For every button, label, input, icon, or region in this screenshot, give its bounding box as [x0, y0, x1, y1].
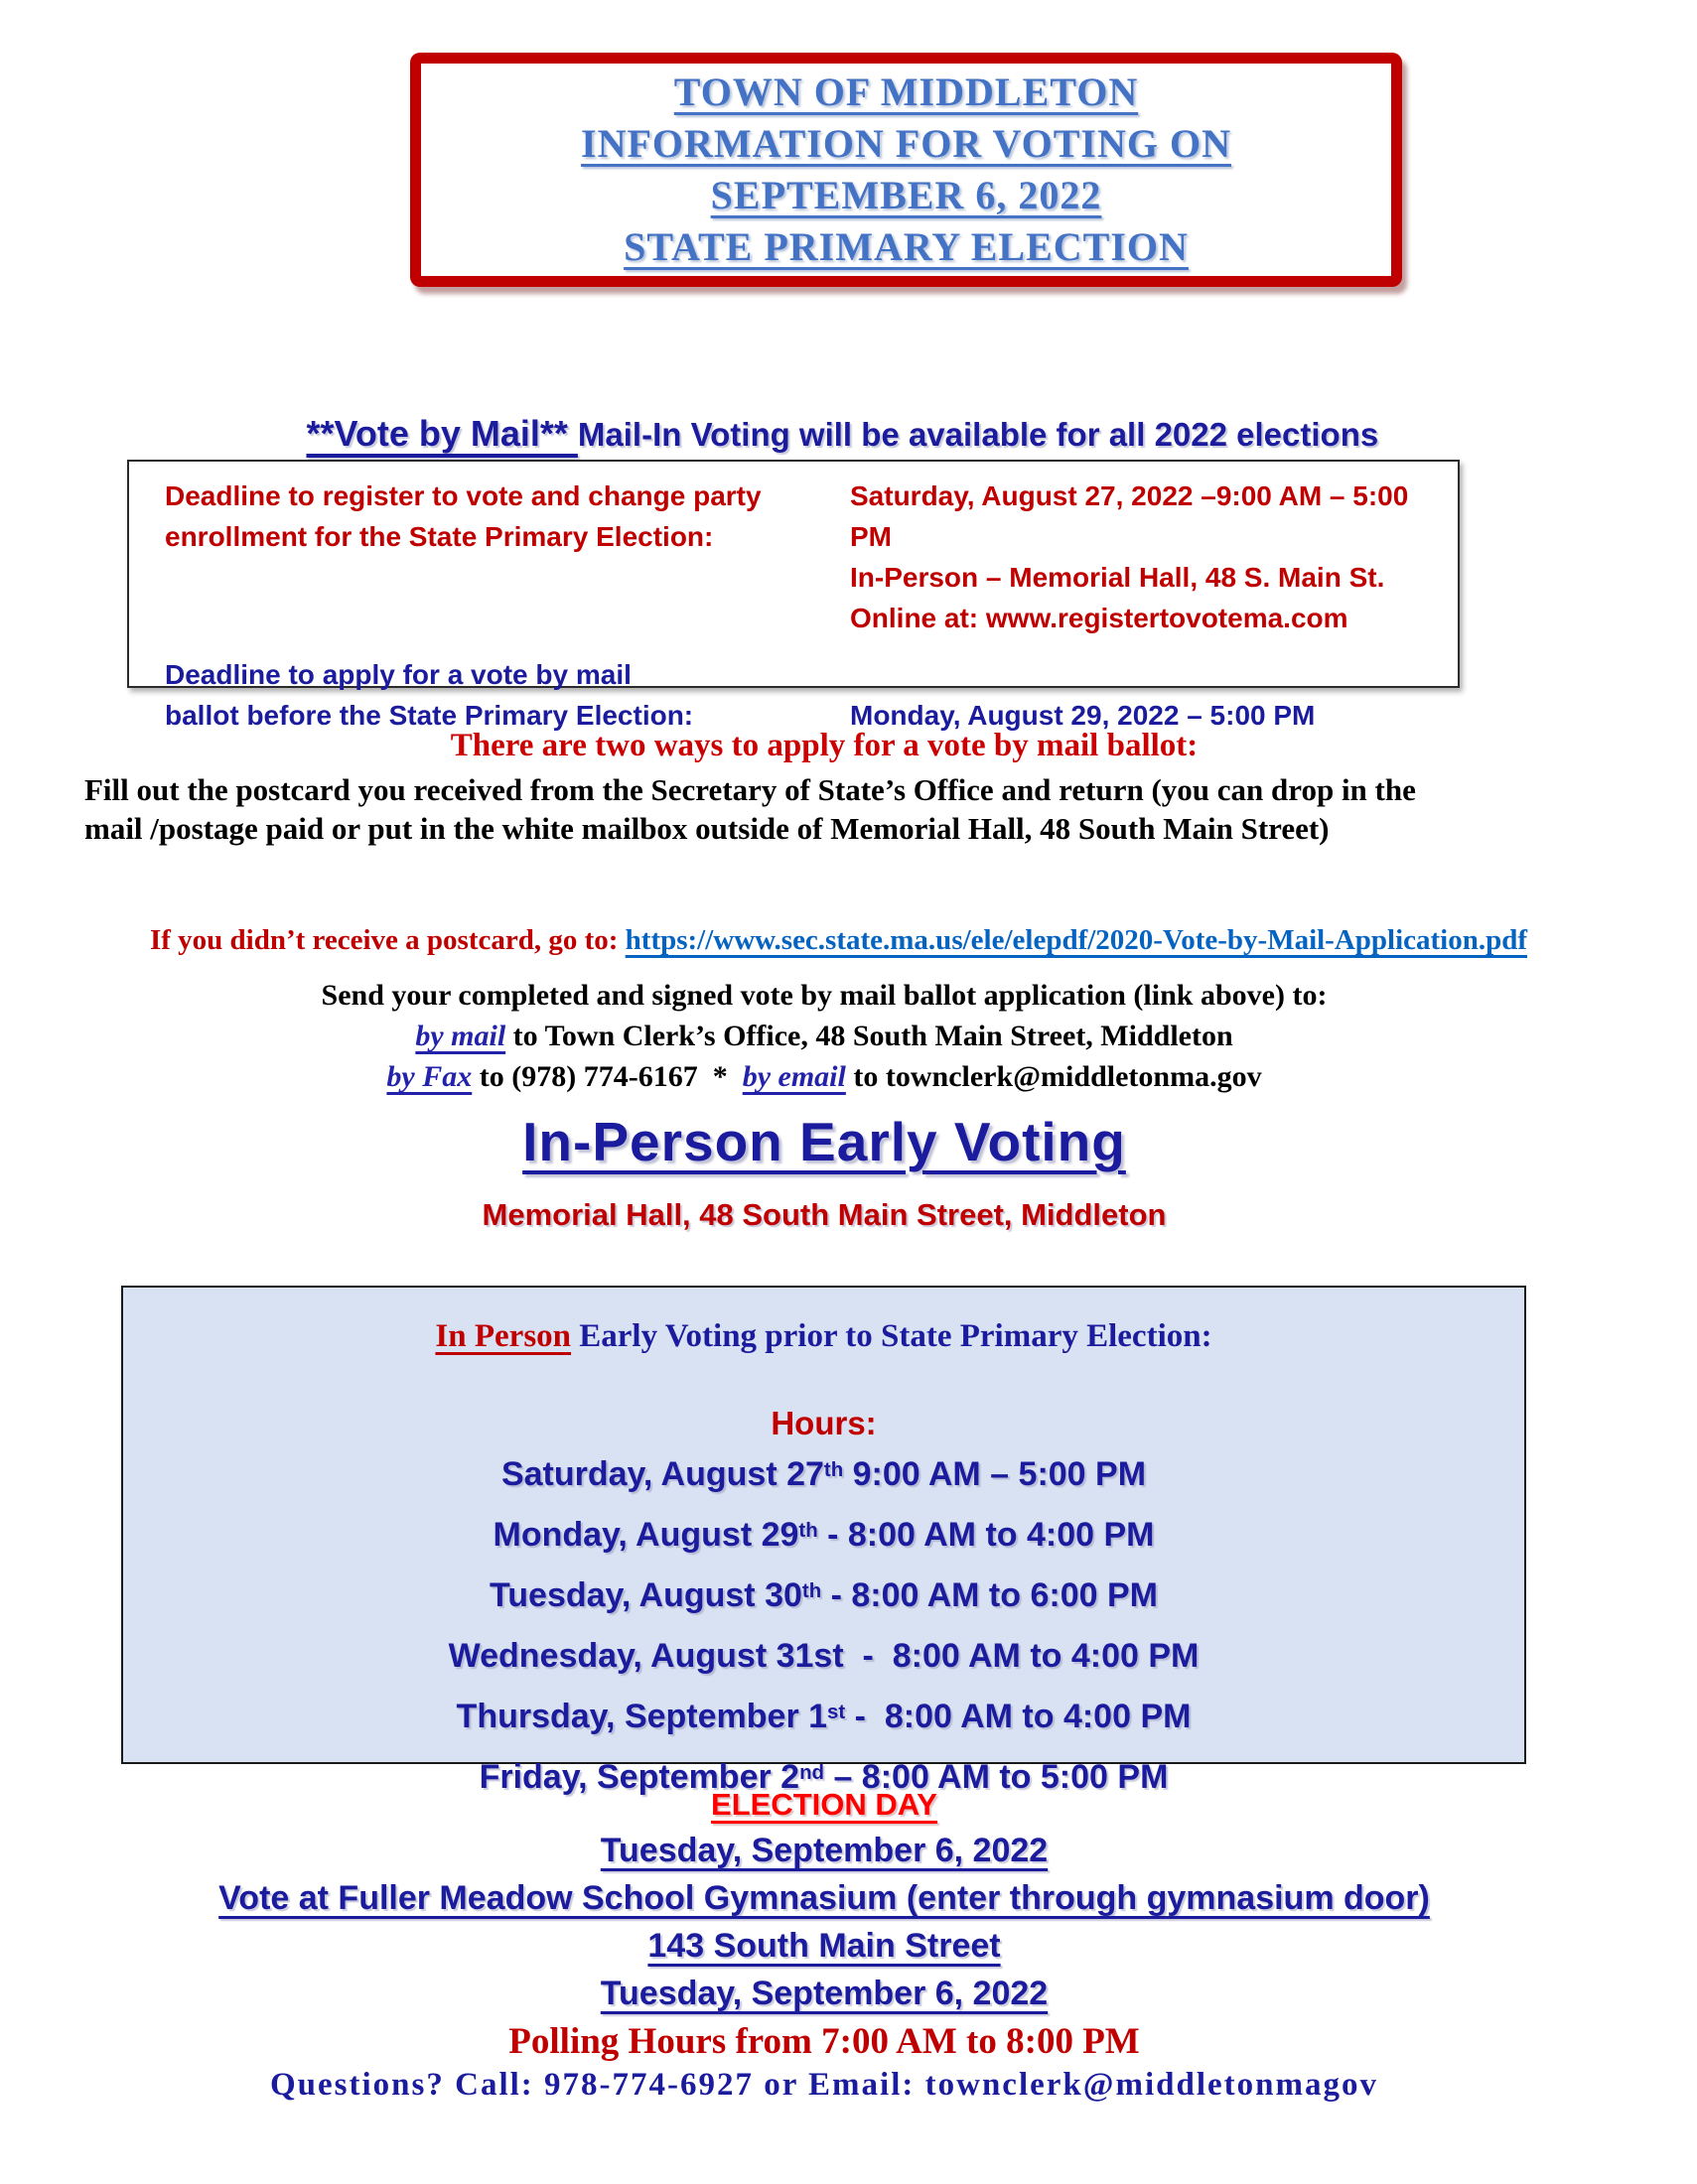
ordinal-suffix: th	[801, 1579, 822, 1602]
hours-day: Friday, September 2	[479, 1758, 800, 1796]
hours-time: – 8:00 AM to 5:00 PM	[824, 1758, 1169, 1796]
title-box	[410, 53, 1402, 287]
register-deadline-label-line2: enrollment for the State Primary Election:	[165, 521, 714, 552]
by-email-link[interactable]: by email	[742, 1060, 846, 1093]
election-date-line-2: Tuesday, September 6, 2022	[600, 1975, 1049, 2012]
hours-time: - 8:00 AM to 6:00 PM	[821, 1576, 1158, 1614]
register-deadline-label-line1: Deadline to register to vote and change party	[165, 480, 762, 511]
ordinal-suffix: nd	[799, 1761, 824, 1784]
polling-place-line: Vote at Fuller Meadow School Gymnasium (enter through gymnasium door)	[218, 1879, 1430, 1917]
apply-deadline-label-line1: Deadline to apply for a vote by mail	[165, 659, 632, 690]
send-by-fax-email-line	[0, 1056, 1648, 1097]
vote-by-mail-text: Mail-In Voting will be available for all 2022 elections	[577, 416, 1379, 453]
title-line-town: TOWN OF MIDDLETON	[673, 69, 1139, 114]
hours-time: - 8:00 AM to 4:00 PM	[843, 1637, 1200, 1675]
polling-hours-line: Polling Hours from 7:00 AM to 8:00 PM	[508, 2021, 1140, 2062]
hours-time: 9:00 AM – 5:00 PM	[843, 1455, 1147, 1493]
vote-by-mail-application-link[interactable]: https://www.sec.state.ma.us/ele/elepdf/2020-Vote-by-Mail-Application.pdf	[625, 924, 1528, 956]
early-voting-box-heading-text: Early Voting prior to State Primary Election:	[571, 1318, 1212, 1354]
apply-deadline-value: Monday, August 29, 2022 – 5:00 PM	[850, 700, 1316, 731]
hours-row-thursday	[123, 1689, 1524, 1749]
apply-deadline-label-line2: ballot before the State Primary Election:	[165, 700, 694, 731]
deadlines-box	[127, 460, 1460, 731]
hours-row-saturday	[123, 1446, 1524, 1507]
hours-day: Monday, August 29	[493, 1516, 799, 1554]
by-mail-link[interactable]: by mail	[415, 1020, 506, 1052]
ordinal-suffix: th	[798, 1519, 818, 1542]
send-by-mail-line	[0, 1016, 1648, 1056]
by-email-text: to townclerk@middletonma.gov	[845, 1060, 1262, 1093]
hours-day: Tuesday, August 30	[490, 1576, 802, 1614]
register-deadline-online: Online at: www.registertovotema.com	[850, 603, 1348, 633]
postcard-instructions: Fill out the postcard you received from the Secretary of State’s Office and return (you can drop in the mail /postage paid or put in the white mailbox outside of Memorial Hall, 48 South Main Street)	[84, 772, 1416, 846]
ordinal-suffix: th	[823, 1458, 844, 1481]
title-line-date: SEPTEMBER 6, 2022	[710, 173, 1102, 217]
early-voting-heading: In-Person Early Voting	[522, 1111, 1126, 1172]
hours-time: - 8:00 AM to 4:00 PM	[845, 1698, 1192, 1735]
by-fax-text: to (978) 774-6167 *	[472, 1060, 743, 1093]
register-deadline-value	[850, 476, 1458, 638]
hours-time: - 8:00 AM to 4:00 PM	[817, 1516, 1155, 1554]
election-date-line: Tuesday, September 6, 2022	[600, 1832, 1049, 1869]
early-voting-box-heading	[123, 1315, 1524, 1357]
polling-address-line: 143 South Main Street	[647, 1927, 1001, 1965]
early-voting-location: Memorial Hall, 48 South Main Street, Middleton	[482, 1197, 1167, 1232]
register-deadline-when: Saturday, August 27, 2022 –9:00 AM – 5:00 PM	[850, 480, 1409, 552]
send-instructions	[0, 975, 1648, 1097]
questions-line: Questions? Call: 978-774-6927 or Email: townclerk@middletonmagov	[270, 2067, 1378, 2103]
hours-row-monday	[123, 1507, 1524, 1568]
apply-deadline-label	[165, 654, 850, 736]
vote-by-mail-highlight: **Vote by Mail**	[306, 413, 578, 454]
early-voting-box	[121, 1286, 1526, 1796]
title-line-election: STATE PRIMARY ELECTION	[624, 224, 1189, 269]
hours-row-tuesday	[123, 1568, 1524, 1628]
hours-label: Hours:	[771, 1405, 877, 1441]
by-fax-link[interactable]: by Fax	[386, 1060, 473, 1093]
hours-day: Thursday, September 1	[456, 1698, 828, 1735]
hours-row-wednesday	[123, 1628, 1524, 1689]
send-instructions-line1: Send your completed and signed vote by mail ballot application (link above) to:	[321, 979, 1328, 1012]
hours-day: Saturday, August 27	[500, 1455, 824, 1493]
election-day-heading: ELECTION DAY	[711, 1787, 937, 1822]
two-ways-heading: There are two ways to apply for a vote by mail ballot:	[450, 728, 1199, 763]
register-deadline-label	[165, 476, 850, 638]
register-deadline-where: In-Person – Memorial Hall, 48 S. Main St.	[850, 562, 1385, 593]
ordinal-suffix: st	[827, 1701, 846, 1723]
in-person-highlight: In Person	[435, 1318, 572, 1354]
hours-list	[123, 1446, 1524, 1810]
hours-day: Wednesday, August 31st	[448, 1637, 844, 1675]
by-mail-text: to Town Clerk’s Office, 48 South Main Street, Middleton	[505, 1020, 1233, 1052]
title-line-info: INFORMATION FOR VOTING ON	[581, 121, 1231, 166]
postcard-link-label: If you didn’t receive a postcard, go to:	[149, 924, 626, 956]
